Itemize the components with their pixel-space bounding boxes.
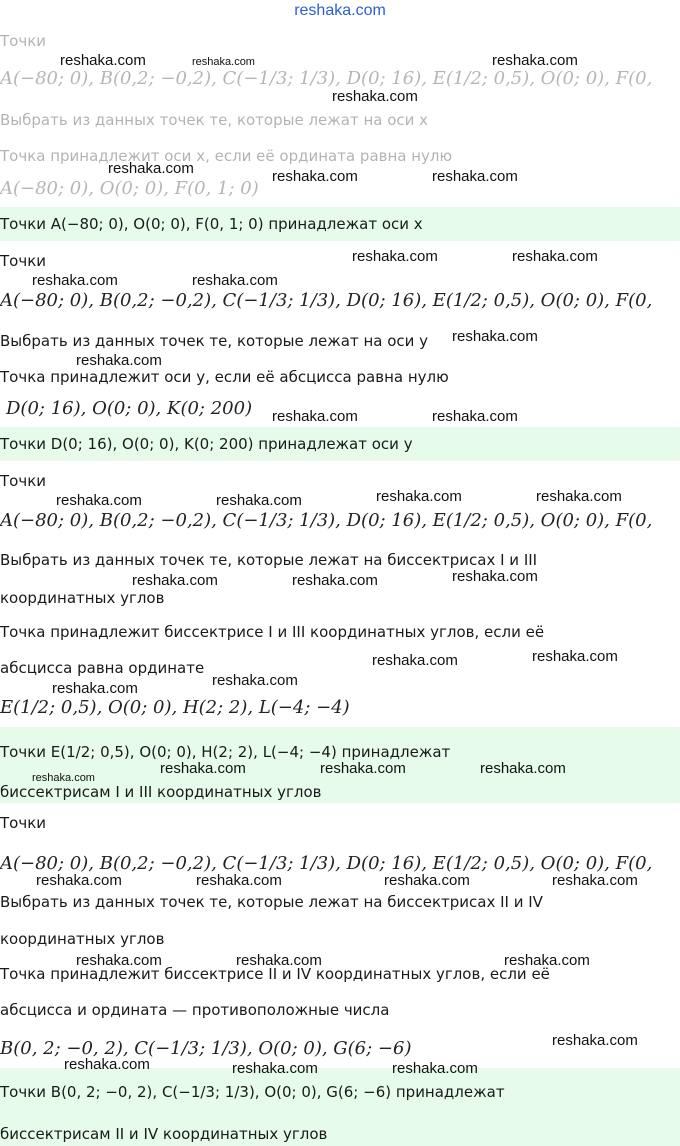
watermark: reshaka.com [160,760,246,777]
watermark: reshaka.com [212,672,298,689]
task-text: Выбрать из данных точек те, которые лежат на оси x [0,111,429,129]
watermark: reshaka.com [52,680,138,697]
points-list: A(−80; 0), B(0,2; −0,2), C(−1/3; 1/3), D(0; 16), E(1/2; 0,5), O(0; 0), F(0, [0,290,653,311]
watermark: reshaka.com [36,872,122,889]
watermark: reshaka.com [452,568,538,585]
points-label: Точки [0,814,47,832]
answer-text: Точки A(−80; 0), O(0; 0), F(0, 1; 0) принадлежат оси x [0,215,423,233]
task-text-line2: координатных углов [0,930,165,948]
watermark: reshaka.com [196,872,282,889]
answer-text: Точки D(0; 16), O(0; 0), K(0; 200) принадлежат оси y [0,435,413,453]
selected-points: A(−80; 0), O(0; 0), F(0, 1; 0) [0,178,259,199]
watermark: reshaka.com [272,408,358,425]
watermark: reshaka.com [132,572,218,589]
watermark: reshaka.com [192,56,255,68]
watermark: reshaka.com [64,1056,150,1073]
selected-points: D(0; 16), O(0; 0), K(0; 200) [6,398,253,419]
watermark: reshaka.com [384,872,470,889]
rule-text-line2: абсцисса и ордината — противоположные числа [0,1001,390,1019]
watermark: reshaka.com [452,328,538,345]
watermark: reshaka.com [192,272,278,289]
points-label: Точки [0,472,47,490]
answer-text: Точки E(1/2; 0,5), O(0; 0), H(2; 2), L(−4; −4) принадлежат [0,743,451,761]
points-list: A(−80; 0), B(0,2; −0,2), C(−1/3; 1/3), D(0; 16), E(1/2; 0,5), O(0; 0), F(0, [0,510,653,531]
watermark: reshaka.com [76,352,162,369]
watermark: reshaka.com [332,88,418,105]
watermark: reshaka.com [536,488,622,505]
site-link[interactable]: reshaka.com [294,2,386,19]
watermark: reshaka.com [352,248,438,265]
answer-text-line2: биссектрисам II и IV координатных углов [0,1125,328,1143]
watermark: reshaka.com [76,952,162,969]
watermark: reshaka.com [372,652,458,669]
rule-text-line2: абсцисса равна ординате [0,659,205,677]
watermark: reshaka.com [504,952,590,969]
watermark: reshaka.com [232,1060,318,1077]
watermark: reshaka.com [512,248,598,265]
watermark: reshaka.com [432,408,518,425]
watermark: reshaka.com [56,492,142,509]
watermark: reshaka.com [216,492,302,509]
watermark: reshaka.com [236,952,322,969]
selected-points: E(1/2; 0,5), O(0; 0), H(2; 2), L(−4; −4) [0,697,350,718]
watermark: reshaka.com [492,52,578,69]
watermark: reshaka.com [532,648,618,665]
watermark: reshaka.com [60,52,146,69]
points-label: Точки [0,252,47,270]
watermark: reshaka.com [480,760,566,777]
selected-points: B(0, 2; −0, 2), C(−1/3; 1/3), O(0; 0), G(6; −6) [0,1038,412,1059]
task-text: Выбрать из данных точек те, которые лежат на оси y [0,332,429,350]
task-text: Выбрать из данных точек те, которые лежат на биссектрисах II и IV [0,893,543,911]
watermark: reshaka.com [552,872,638,889]
task-text: Выбрать из данных точек те, которые лежат на биссектрисах I и III [0,551,538,569]
points-label: Точки [0,32,47,50]
points-list: A(−80; 0), B(0,2; −0,2), C(−1/3; 1/3), D(0; 16), E(1/2; 0,5), O(0; 0), F(0, [0,68,653,89]
watermark: reshaka.com [292,572,378,589]
watermark: reshaka.com [392,1060,478,1077]
rule-text: Точка принадлежит оси y, если её абсцисса равна нулю [0,368,449,386]
answer-text: Точки B(0, 2; −0, 2), C(−1/3; 1/3), O(0; 0), G(6; −6) принадлежат [0,1083,505,1101]
watermark: reshaka.com [376,488,462,505]
watermark: reshaka.com [32,272,118,289]
answer-text-line2: биссектрисам I и III координатных углов [0,783,322,801]
points-list: A(−80; 0), B(0,2; −0,2), C(−1/3; 1/3), D(0; 16), E(1/2; 0,5), O(0; 0), F(0, [0,853,653,874]
watermark: reshaka.com [32,772,95,784]
rule-text: Точка принадлежит биссектрисе II и IV координатных углов, если её [0,965,550,983]
watermark: reshaka.com [108,160,194,177]
task-text-line2: координатных углов [0,589,165,607]
watermark: reshaka.com [432,168,518,185]
rule-text: Точка принадлежит биссектрисе I и III координатных углов, если её [0,623,545,641]
rule-text: Точка принадлежит оси x, если её ордината равна нулю [0,147,453,165]
watermark: reshaka.com [272,168,358,185]
watermark: reshaka.com [320,760,406,777]
watermark: reshaka.com [552,1032,638,1049]
